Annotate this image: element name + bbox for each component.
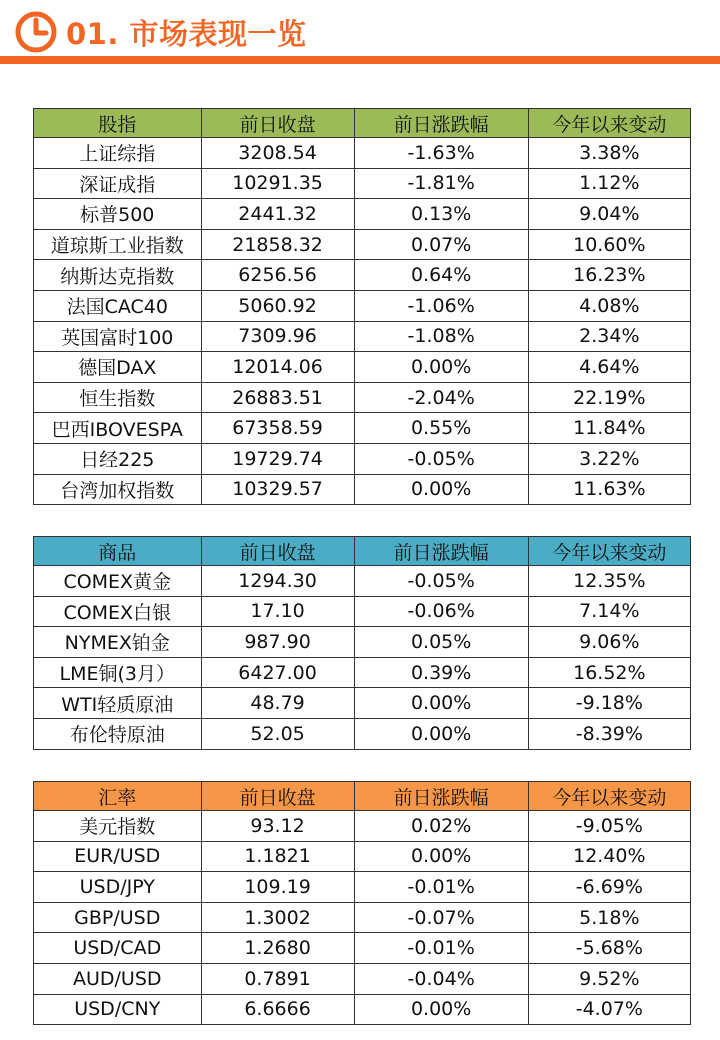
table-cell: 0.00% — [354, 994, 528, 1025]
table-cell: 7.14% — [528, 596, 690, 627]
table-cell: 17.10 — [201, 596, 354, 627]
table-cell: COMEX白银 — [34, 596, 202, 627]
table-cell: -1.81% — [354, 168, 528, 199]
table-cell: 21858.32 — [201, 229, 354, 260]
table-row — [34, 382, 691, 413]
header-divider — [0, 56, 720, 64]
table-cell: 0.00% — [354, 688, 528, 719]
table-row — [34, 413, 691, 444]
table-row — [34, 168, 691, 199]
table-row — [34, 657, 691, 688]
table-cell: 1.3002 — [201, 902, 354, 933]
table-cell: 12014.06 — [201, 352, 354, 383]
table-cell: 0.00% — [354, 841, 528, 872]
table-cell: 0.00% — [354, 474, 528, 505]
table-cell: COMEX黄金 — [34, 566, 202, 597]
table-cell: 10329.57 — [201, 474, 354, 505]
column-header: 今年以来变动 — [528, 537, 690, 566]
table-cell: AUD/USD — [34, 963, 202, 994]
table-cell: WTI轻质原油 — [34, 688, 202, 719]
table-row — [34, 994, 691, 1025]
commodity-table — [33, 536, 691, 750]
table-cell: 日经225 — [34, 443, 202, 474]
table-cell: NYMEX铂金 — [34, 627, 202, 658]
table-row — [34, 933, 691, 964]
page-header — [0, 0, 720, 66]
table-row — [34, 627, 691, 658]
table-cell: 6256.56 — [201, 260, 354, 291]
table-cell: EUR/USD — [34, 841, 202, 872]
column-header: 今年以来变动 — [528, 109, 690, 138]
table-row — [34, 260, 691, 291]
table-row — [34, 290, 691, 321]
table-cell: 0.00% — [354, 352, 528, 383]
table-cell: 109.19 — [201, 872, 354, 903]
table-cell: 恒生指数 — [34, 382, 202, 413]
table-cell: 3.22% — [528, 443, 690, 474]
table-cell: 93.12 — [201, 811, 354, 842]
table-row — [34, 474, 691, 505]
table-cell: LME铜(3月） — [34, 657, 202, 688]
table-cell: 0.05% — [354, 627, 528, 658]
table-row — [34, 718, 691, 749]
fx-rate-table — [33, 781, 691, 1025]
table-cell: 6.6666 — [201, 994, 354, 1025]
column-header: 商品 — [34, 537, 202, 566]
table-cell: 7309.96 — [201, 321, 354, 352]
table-cell: 19729.74 — [201, 443, 354, 474]
table-cell: 2441.32 — [201, 199, 354, 230]
table-cell: 9.04% — [528, 199, 690, 230]
table-cell: 1.1821 — [201, 841, 354, 872]
table-cell: 11.63% — [528, 474, 690, 505]
table-cell: 11.84% — [528, 413, 690, 444]
table-row — [34, 811, 691, 842]
table-cell: 3208.54 — [201, 138, 354, 169]
table-cell: 67358.59 — [201, 413, 354, 444]
table-cell: -9.18% — [528, 688, 690, 719]
table-row — [34, 229, 691, 260]
table-cell: USD/CAD — [34, 933, 202, 964]
table-cell: 2.34% — [528, 321, 690, 352]
table-row — [34, 688, 691, 719]
stock-index-table — [33, 108, 691, 505]
table-cell: 0.64% — [354, 260, 528, 291]
table-cell: 1.12% — [528, 168, 690, 199]
table-row — [34, 443, 691, 474]
table-cell: 0.00% — [354, 718, 528, 749]
table-cell: 英国富时100 — [34, 321, 202, 352]
table-row — [34, 199, 691, 230]
column-header: 今年以来变动 — [528, 782, 690, 811]
table-cell: 0.07% — [354, 229, 528, 260]
table-header-row — [34, 109, 691, 138]
table-cell: 巴西IBOVESPA — [34, 413, 202, 444]
table-cell: 16.23% — [528, 260, 690, 291]
table-cell: -0.06% — [354, 596, 528, 627]
table-row — [34, 566, 691, 597]
column-header: 前日涨跌幅 — [354, 109, 528, 138]
table-cell: 标普500 — [34, 199, 202, 230]
table-cell: 4.08% — [528, 290, 690, 321]
table-row — [34, 596, 691, 627]
column-header: 前日收盘 — [201, 109, 354, 138]
table-cell: 0.02% — [354, 811, 528, 842]
table-cell: 9.52% — [528, 963, 690, 994]
table-cell: 0.13% — [354, 199, 528, 230]
table-row — [34, 841, 691, 872]
table-cell: -0.01% — [354, 872, 528, 903]
table-cell: 52.05 — [201, 718, 354, 749]
table-row — [34, 138, 691, 169]
column-header: 汇率 — [34, 782, 202, 811]
table-cell: -0.07% — [354, 902, 528, 933]
table-cell: -1.06% — [354, 290, 528, 321]
table-cell: -0.01% — [354, 933, 528, 964]
table-cell: -9.05% — [528, 811, 690, 842]
table-cell: -1.63% — [354, 138, 528, 169]
table-cell: 10.60% — [528, 229, 690, 260]
table-cell: 法国CAC40 — [34, 290, 202, 321]
table-row — [34, 321, 691, 352]
table-cell: -6.69% — [528, 872, 690, 903]
table-cell: 10291.35 — [201, 168, 354, 199]
table-cell: 22.19% — [528, 382, 690, 413]
table-cell: USD/JPY — [34, 872, 202, 903]
table-cell: 3.38% — [528, 138, 690, 169]
table-cell: 台湾加权指数 — [34, 474, 202, 505]
table-cell: 1.2680 — [201, 933, 354, 964]
table-row — [34, 963, 691, 994]
table-cell: 12.40% — [528, 841, 690, 872]
table-cell: -1.08% — [354, 321, 528, 352]
column-header: 前日收盘 — [201, 782, 354, 811]
table-cell: 0.55% — [354, 413, 528, 444]
table-cell: 12.35% — [528, 566, 690, 597]
table-row — [34, 872, 691, 903]
table-cell: 1294.30 — [201, 566, 354, 597]
table-cell: -0.05% — [354, 443, 528, 474]
table-cell: 6427.00 — [201, 657, 354, 688]
table-cell: GBP/USD — [34, 902, 202, 933]
table-cell: 26883.51 — [201, 382, 354, 413]
column-header: 前日收盘 — [201, 537, 354, 566]
table-cell: 纳斯达克指数 — [34, 260, 202, 291]
table-cell: -4.07% — [528, 994, 690, 1025]
table-cell: 0.7891 — [201, 963, 354, 994]
table-header-row — [34, 782, 691, 811]
column-header: 前日涨跌幅 — [354, 537, 528, 566]
table-cell: 9.06% — [528, 627, 690, 658]
table-cell: 德国DAX — [34, 352, 202, 383]
table-cell: 48.79 — [201, 688, 354, 719]
table-cell: 4.64% — [528, 352, 690, 383]
table-cell: 987.90 — [201, 627, 354, 658]
table-row — [34, 902, 691, 933]
table-cell: 0.39% — [354, 657, 528, 688]
table-cell: -5.68% — [528, 933, 690, 964]
table-header-row — [34, 537, 691, 566]
table-cell: -2.04% — [354, 382, 528, 413]
column-header: 股指 — [34, 109, 202, 138]
table-cell: 16.52% — [528, 657, 690, 688]
table-cell: -0.04% — [354, 963, 528, 994]
clock-icon — [14, 10, 58, 54]
table-cell: 上证综指 — [34, 138, 202, 169]
table-row — [34, 352, 691, 383]
table-cell: USD/CNY — [34, 994, 202, 1025]
table-cell: 道琼斯工业指数 — [34, 229, 202, 260]
table-cell: 美元指数 — [34, 811, 202, 842]
table-cell: -8.39% — [528, 718, 690, 749]
table-cell: 5060.92 — [201, 290, 354, 321]
table-cell: 布伦特原油 — [34, 718, 202, 749]
table-cell: -0.05% — [354, 566, 528, 597]
table-cell: 5.18% — [528, 902, 690, 933]
page-title: 01. 市场表现一览 — [66, 17, 307, 51]
column-header: 前日涨跌幅 — [354, 782, 528, 811]
table-cell: 深证成指 — [34, 168, 202, 199]
